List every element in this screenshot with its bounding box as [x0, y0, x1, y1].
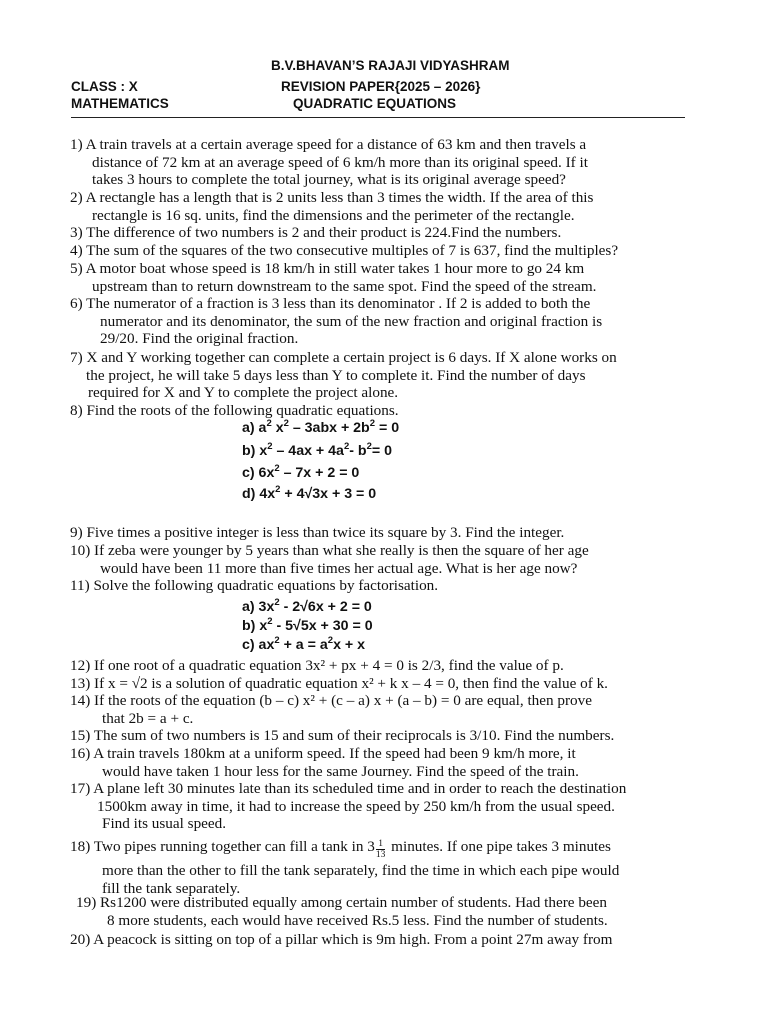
- question-line: 3) The difference of two numbers is 2 and their product is 224.Find the numbers.: [70, 224, 562, 241]
- question-line: takes 3 hours to complete the total journey, what is its original average speed?: [92, 171, 566, 189]
- question-line: numerator and its denominator, the sum of the new fraction and original fraction is: [100, 312, 603, 330]
- question-line: 29/20. Find the original fraction.: [100, 330, 299, 348]
- question-line: 19) Rs1200 were distributed equally among certain number of students. Had there been: [76, 894, 607, 911]
- question-line: fill the tank separately.: [102, 879, 241, 897]
- school-name: B.V.BHAVAN’S RAJAJI VIDYASHRAM: [271, 58, 510, 73]
- question-10: [70, 542, 720, 577]
- question-line: 6) The numerator of a fraction is 3 less than its denominator . If 2 is added to both the: [70, 295, 591, 312]
- question-11: [70, 577, 720, 595]
- question-line: distance of 72 km at an average speed of 6 km/h more than its original speed. If it: [92, 153, 588, 171]
- question-line: 11) Solve the following quadratic equations by factorisation.: [70, 577, 439, 594]
- question-6: [70, 295, 720, 348]
- question-3: [70, 224, 720, 242]
- equation-8a: a) $a^2$ $x^2 - 3abx + 2b^2 = 0$: [242, 418, 400, 436]
- question-line: 1) A train travels at a certain average speed for a distance of 63 km and then travels a: [70, 136, 587, 153]
- question-line: the project, he will take 5 days less than Y to complete it. Find the number of days: [86, 366, 586, 384]
- question-1: [70, 136, 720, 189]
- question-5: [70, 260, 720, 295]
- equation-11a: a) $3x^2 - 2√6x + 2 = 0$: [242, 597, 372, 615]
- question-line: 15) The sum of two numbers is 15 and sum of their reciprocals is 3/10. Find the numbers.: [70, 727, 615, 744]
- question-line: rectangle is 16 sq. units, find the dimensions and the perimeter of the rectangle.: [92, 206, 575, 224]
- question-line: 1500km away in time, it had to increase the speed by 250 km/h from the usual speed.: [97, 797, 615, 815]
- question-line: 12) If one root of a quadratic equation 3x² + px + 4 = 0 is 2/3, find the value of p.: [70, 657, 564, 674]
- question-12: [70, 657, 720, 675]
- question-line: upstream than to return downstream to the same spot. Find the speed of the stream.: [92, 277, 597, 295]
- mixed-fraction: $\frac{1}{13}$: [375, 839, 386, 860]
- question-line: Find its usual speed.: [102, 815, 227, 833]
- equation-8d: d) $4x^2 + 4√3x + 3 = 0$: [242, 484, 377, 502]
- question-line: 20) A peacock is sitting on top of a pillar which is 9m high. From a point 27m away from: [70, 931, 613, 948]
- question-line: 7) X and Y working together can complete a certain project is 6 days. If X alone works on: [70, 349, 617, 366]
- equation-8b: b) $x^2 - 4ax + 4a^2-$ $b^2= 0$: [242, 441, 392, 459]
- question-line: 9) Five times a positive integer is less than twice its square by 3. Find the integer.: [70, 524, 565, 541]
- question-line: would have been 11 more than five times her actual age. What is her age now?: [100, 559, 578, 577]
- question-14: [70, 692, 720, 727]
- class-label: CLASS : X: [71, 79, 138, 94]
- question-line: 18) Two pipes running together can fill a tank in 3 $\frac{1}{13}$ minutes. If one pipe takes 3 minutes: [70, 838, 611, 860]
- question-line: more than the other to fill the tank separately, find the time in which each pipe would: [102, 862, 620, 879]
- question-line: 2) A rectangle has a length that is 2 units less than 3 times the width. If the area of this: [70, 189, 594, 206]
- question-line: 4) The sum of the squares of the two consecutive multiples of 7 is 637, find the multiples?: [70, 242, 619, 259]
- header-divider: [71, 117, 685, 118]
- question-20: [70, 931, 720, 949]
- question-18: [70, 838, 720, 897]
- question-line: 17) A plane left 30 minutes late than its scheduled time and in order to reach the destination: [70, 780, 627, 797]
- equation-11b: b) $x^2 - 5√5x + 30 = 0$: [242, 616, 373, 634]
- question-line: 10) If zeba were younger by 5 years than what she really is then the square of her age: [70, 542, 589, 559]
- question-line: 14) If the roots of the equation (b – c) x² + (c – a) x + (a – b) = 0 are equal, then prove: [70, 692, 592, 709]
- equation-11c: c) $ax^2 + a = a^2x + x$: [242, 635, 366, 653]
- question-13: [70, 675, 720, 693]
- question-line: 16) A train travels 180km at a uniform speed. If the speed had been 9 km/h more, it: [70, 745, 576, 762]
- topic-label: QUADRATIC EQUATIONS: [293, 96, 456, 111]
- question-line: required for X and Y to complete the project alone.: [88, 384, 399, 402]
- paper-title: REVISION PAPER{2025 – 2026}: [281, 79, 481, 94]
- equation-8c: c) $6x^2 - 7x + 2 = 0$: [242, 463, 360, 481]
- subject-label: MATHEMATICS: [71, 96, 169, 111]
- question-line: that 2b = a + c.: [102, 709, 194, 727]
- question-line: 8) Find the roots of the following quadratic equations.: [70, 402, 399, 419]
- question-15: [70, 727, 720, 745]
- question-line: 8 more students, each would have received Rs.5 less. Find the number of students.: [107, 911, 608, 929]
- question-19: [70, 894, 720, 929]
- question-2: [70, 189, 720, 224]
- question-7: [70, 349, 720, 402]
- question-line: 13) If x = √2 is a solution of quadratic equation x² + k x – 4 = 0, then find the value of k.: [70, 675, 608, 692]
- question-16: [70, 745, 720, 780]
- question-line: 5) A motor boat whose speed is 18 km/h in still water takes 1 hour more to go 24 km: [70, 260, 585, 277]
- question-9: [70, 524, 720, 542]
- question-17: [70, 780, 720, 833]
- question-line: would have taken 1 hour less for the same Journey. Find the speed of the train.: [102, 762, 579, 780]
- question-4: [70, 242, 720, 260]
- question-8: [70, 402, 720, 420]
